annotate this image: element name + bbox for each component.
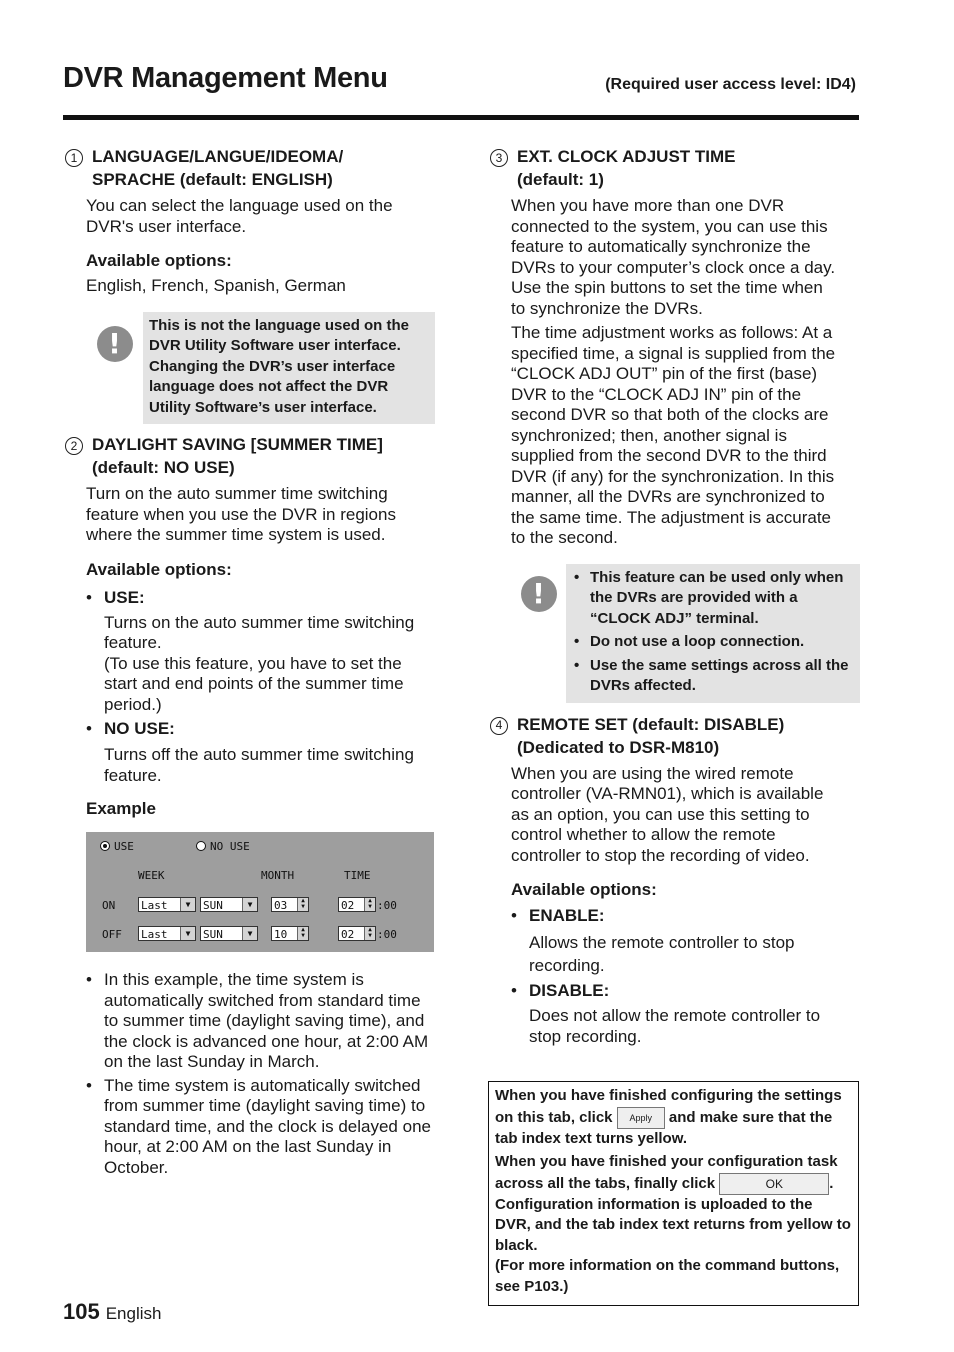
options-label: Available options: <box>511 880 657 899</box>
on-week-select: Last ▼ <box>138 897 196 912</box>
off-day-select: SUN ▼ <box>200 926 258 941</box>
clock-note-item: • Do not use a loop connection. <box>574 633 805 650</box>
spin-arrows-icon: ▲ ▼ <box>364 927 375 940</box>
summer-time-example-screenshot <box>86 832 434 952</box>
right-column <box>488 145 860 1047</box>
section-number: 1 <box>65 149 83 167</box>
on-month-spin: 03 ▲ ▼ <box>271 897 309 912</box>
example-label: Example <box>86 799 156 818</box>
clock-note <box>511 564 860 703</box>
ok-button-image: OK <box>719 1173 829 1195</box>
page-footer <box>63 1299 161 1325</box>
on-day-select: SUN ▼ <box>200 897 258 912</box>
section-daylight-heading: 2 DAYLIGHT SAVING [SUMMER TIME] (default: NO USE) <box>63 433 435 479</box>
page-title: DVR Management Menu <box>63 62 388 94</box>
language-note-text: This is not the language used on the DVR Utility Software user interface. Changing the DVR’s user interface language does not affect the DVR Utility Software’s user interface. <box>143 312 435 425</box>
left-column <box>63 145 435 1178</box>
col-time: TIME <box>344 869 371 882</box>
on-hour-spin: 02 ▲ ▼ <box>338 897 376 912</box>
footer-language: English <box>105 1304 162 1323</box>
col-month: MONTH <box>261 869 295 882</box>
nouse-option: • NO USE: <box>86 719 175 738</box>
options-label: Available options: <box>86 559 232 579</box>
spin-arrows-icon: ▲ ▼ <box>364 898 375 911</box>
instruction-ok: When you have finished your configuration task across all the tabs, finally click OK . Configuration information is uploaded to the DVR, and the tab index text returns from yellow to black. <box>495 1153 851 1254</box>
example-bullet: • In this example, the time system is automatically switched from standard time to summer time (daylight saving time), and the clock is advanced one hour, at 2:00 AM on the last Sunday in March. <box>86 970 429 1071</box>
disable-description: Does not allow the remote controller to stop recording. <box>529 1006 821 1046</box>
off-month-spin: 10 ▲ ▼ <box>271 926 309 941</box>
off-minutes: :00 <box>377 928 397 941</box>
off-hour-spin: 02 ▲ ▼ <box>338 926 376 941</box>
dropdown-arrow-icon: ▼ <box>242 927 257 940</box>
use-option: • USE: <box>86 587 145 607</box>
clock-note-item: • This feature can be used only when the DVRs are provided with a “CLOCK ADJ” terminal. <box>574 568 844 627</box>
example-bullet: • The time system is automatically switched from summer time (daylight saving time) to standard time, and the clock is delayed one hour, at 2:00 AM on the last Sunday in October. <box>86 1075 431 1177</box>
section-number: 2 <box>65 437 83 455</box>
finish-instructions-box <box>488 1081 859 1306</box>
section-remote-body: When you are using the wired remote controller (VA-RMN01), which is available as an option, you can use this setting to control whether to allow the remote controller to stop the recording of video. <box>511 763 824 865</box>
on-minutes: :00 <box>377 899 397 912</box>
row-on-label: ON <box>102 899 116 912</box>
apply-button-image: Apply <box>617 1107 665 1129</box>
instruction-apply: When you have finished configuring the settings on this tab, click Apply and make sure that the tab index text turns yellow. <box>495 1087 842 1147</box>
disable-option: • DISABLE: <box>511 981 610 1000</box>
language-note <box>86 312 435 425</box>
use-description: Turns on the auto summer time switching feature. (To use this feature, you have to set the start and end points of the summer time period.) <box>104 612 415 714</box>
radio-selected-icon <box>100 841 110 851</box>
off-week-select: Last ▼ <box>138 926 196 941</box>
page-number: 105 <box>63 1299 100 1324</box>
dropdown-arrow-icon: ▼ <box>180 927 195 940</box>
section-clock-body-2: The time adjustment works as follows: At a specified time, a signal is supplied from the “CLOCK ADJ OUT” pin of the first (base) DVR to the “CLOCK ADJ IN” pin of the second DVR so that both of the clocks are synchronized; then, another signal is supplied from the second DVR to the third DVR (if any) for the synchronization. In this manner, all the DVRs are synchronized to the same time. The adjustment is accurate to the second. <box>511 323 836 547</box>
section-daylight-body: Turn on the auto summer time switching feature when you use the DVR in regions where the summer time system is used. <box>86 484 396 544</box>
nouse-description: Turns off the auto summer time switching feature. <box>104 745 414 785</box>
enable-option: • ENABLE: <box>511 906 605 925</box>
row-off-label: OFF <box>102 928 122 941</box>
dropdown-arrow-icon: ▼ <box>180 898 195 911</box>
access-level: (Required user access level: ID4) <box>605 76 856 93</box>
radio-empty-icon <box>196 841 206 851</box>
section-remote-heading: 4 REMOTE SET (default: DISABLE) (Dedicated to DSR-M810) <box>488 713 860 759</box>
header-rule <box>63 115 859 120</box>
dropdown-arrow-icon: ▼ <box>242 898 257 911</box>
radio-nouse: NO USE <box>196 840 250 853</box>
section-language-body: You can select the language used on the DVR's user interface. <box>86 196 393 236</box>
enable-description: Allows the remote controller to stop recording. <box>529 933 795 975</box>
radio-use: USE <box>100 840 134 853</box>
caution-icon: ! <box>97 326 133 362</box>
col-week: WEEK <box>138 869 165 882</box>
section-number: 4 <box>490 717 508 735</box>
spin-arrows-icon: ▲ ▼ <box>297 927 308 940</box>
options-label: Available options: <box>86 251 232 270</box>
spin-arrows-icon: ▲ ▼ <box>297 898 308 911</box>
caution-icon: ! <box>521 576 557 612</box>
language-options: English, French, Spanish, German <box>86 276 346 295</box>
section-clock-heading: 3 EXT. CLOCK ADJUST TIME (default: 1) <box>488 145 860 191</box>
instruction-reference: (For more information on the command buttons, see P103.) <box>495 1257 840 1295</box>
section-clock-body-1: When you have more than one DVR connected to the system, you can use this feature to automatically synchronize the DVRs to your computer’s clock once a day. Use the spin buttons to set the time when to synchronize the DVRs. <box>511 196 836 318</box>
section-language-heading: 1 LANGUAGE/LANGUE/IDEOMA/ SPRACHE (default: ENGLISH) <box>63 145 435 191</box>
clock-note-item: • Use the same settings across all the DVRs affected. <box>574 656 849 694</box>
section-number: 3 <box>490 149 508 167</box>
